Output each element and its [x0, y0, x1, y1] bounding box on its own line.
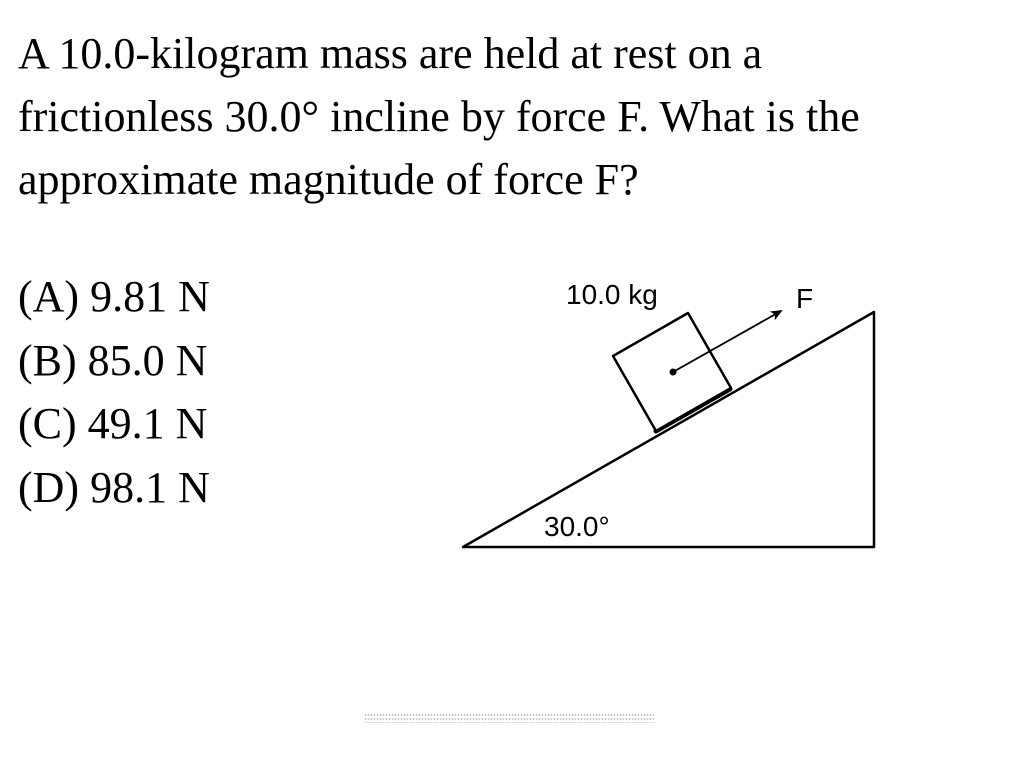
question-line-2: frictionless 30.0° incline by force F. What is the [18, 92, 860, 141]
choice-a: (A) 9.81 N [18, 272, 210, 321]
question-line-1: A 10.0-kilogram mass are held at rest on a [18, 29, 763, 78]
mass-label: 10.0 kg [566, 279, 658, 310]
choice-b: (B) 85.0 N [18, 335, 208, 385]
choice-c: (C) 49.1 N [18, 399, 208, 448]
force-label: F [796, 283, 814, 314]
footer-artifact [364, 713, 654, 723]
angle-label: 30.0° [544, 511, 610, 542]
question-line-3: approximate magnitude of force F? [18, 155, 639, 204]
choice-d: (D) 98.1 N [18, 462, 210, 512]
